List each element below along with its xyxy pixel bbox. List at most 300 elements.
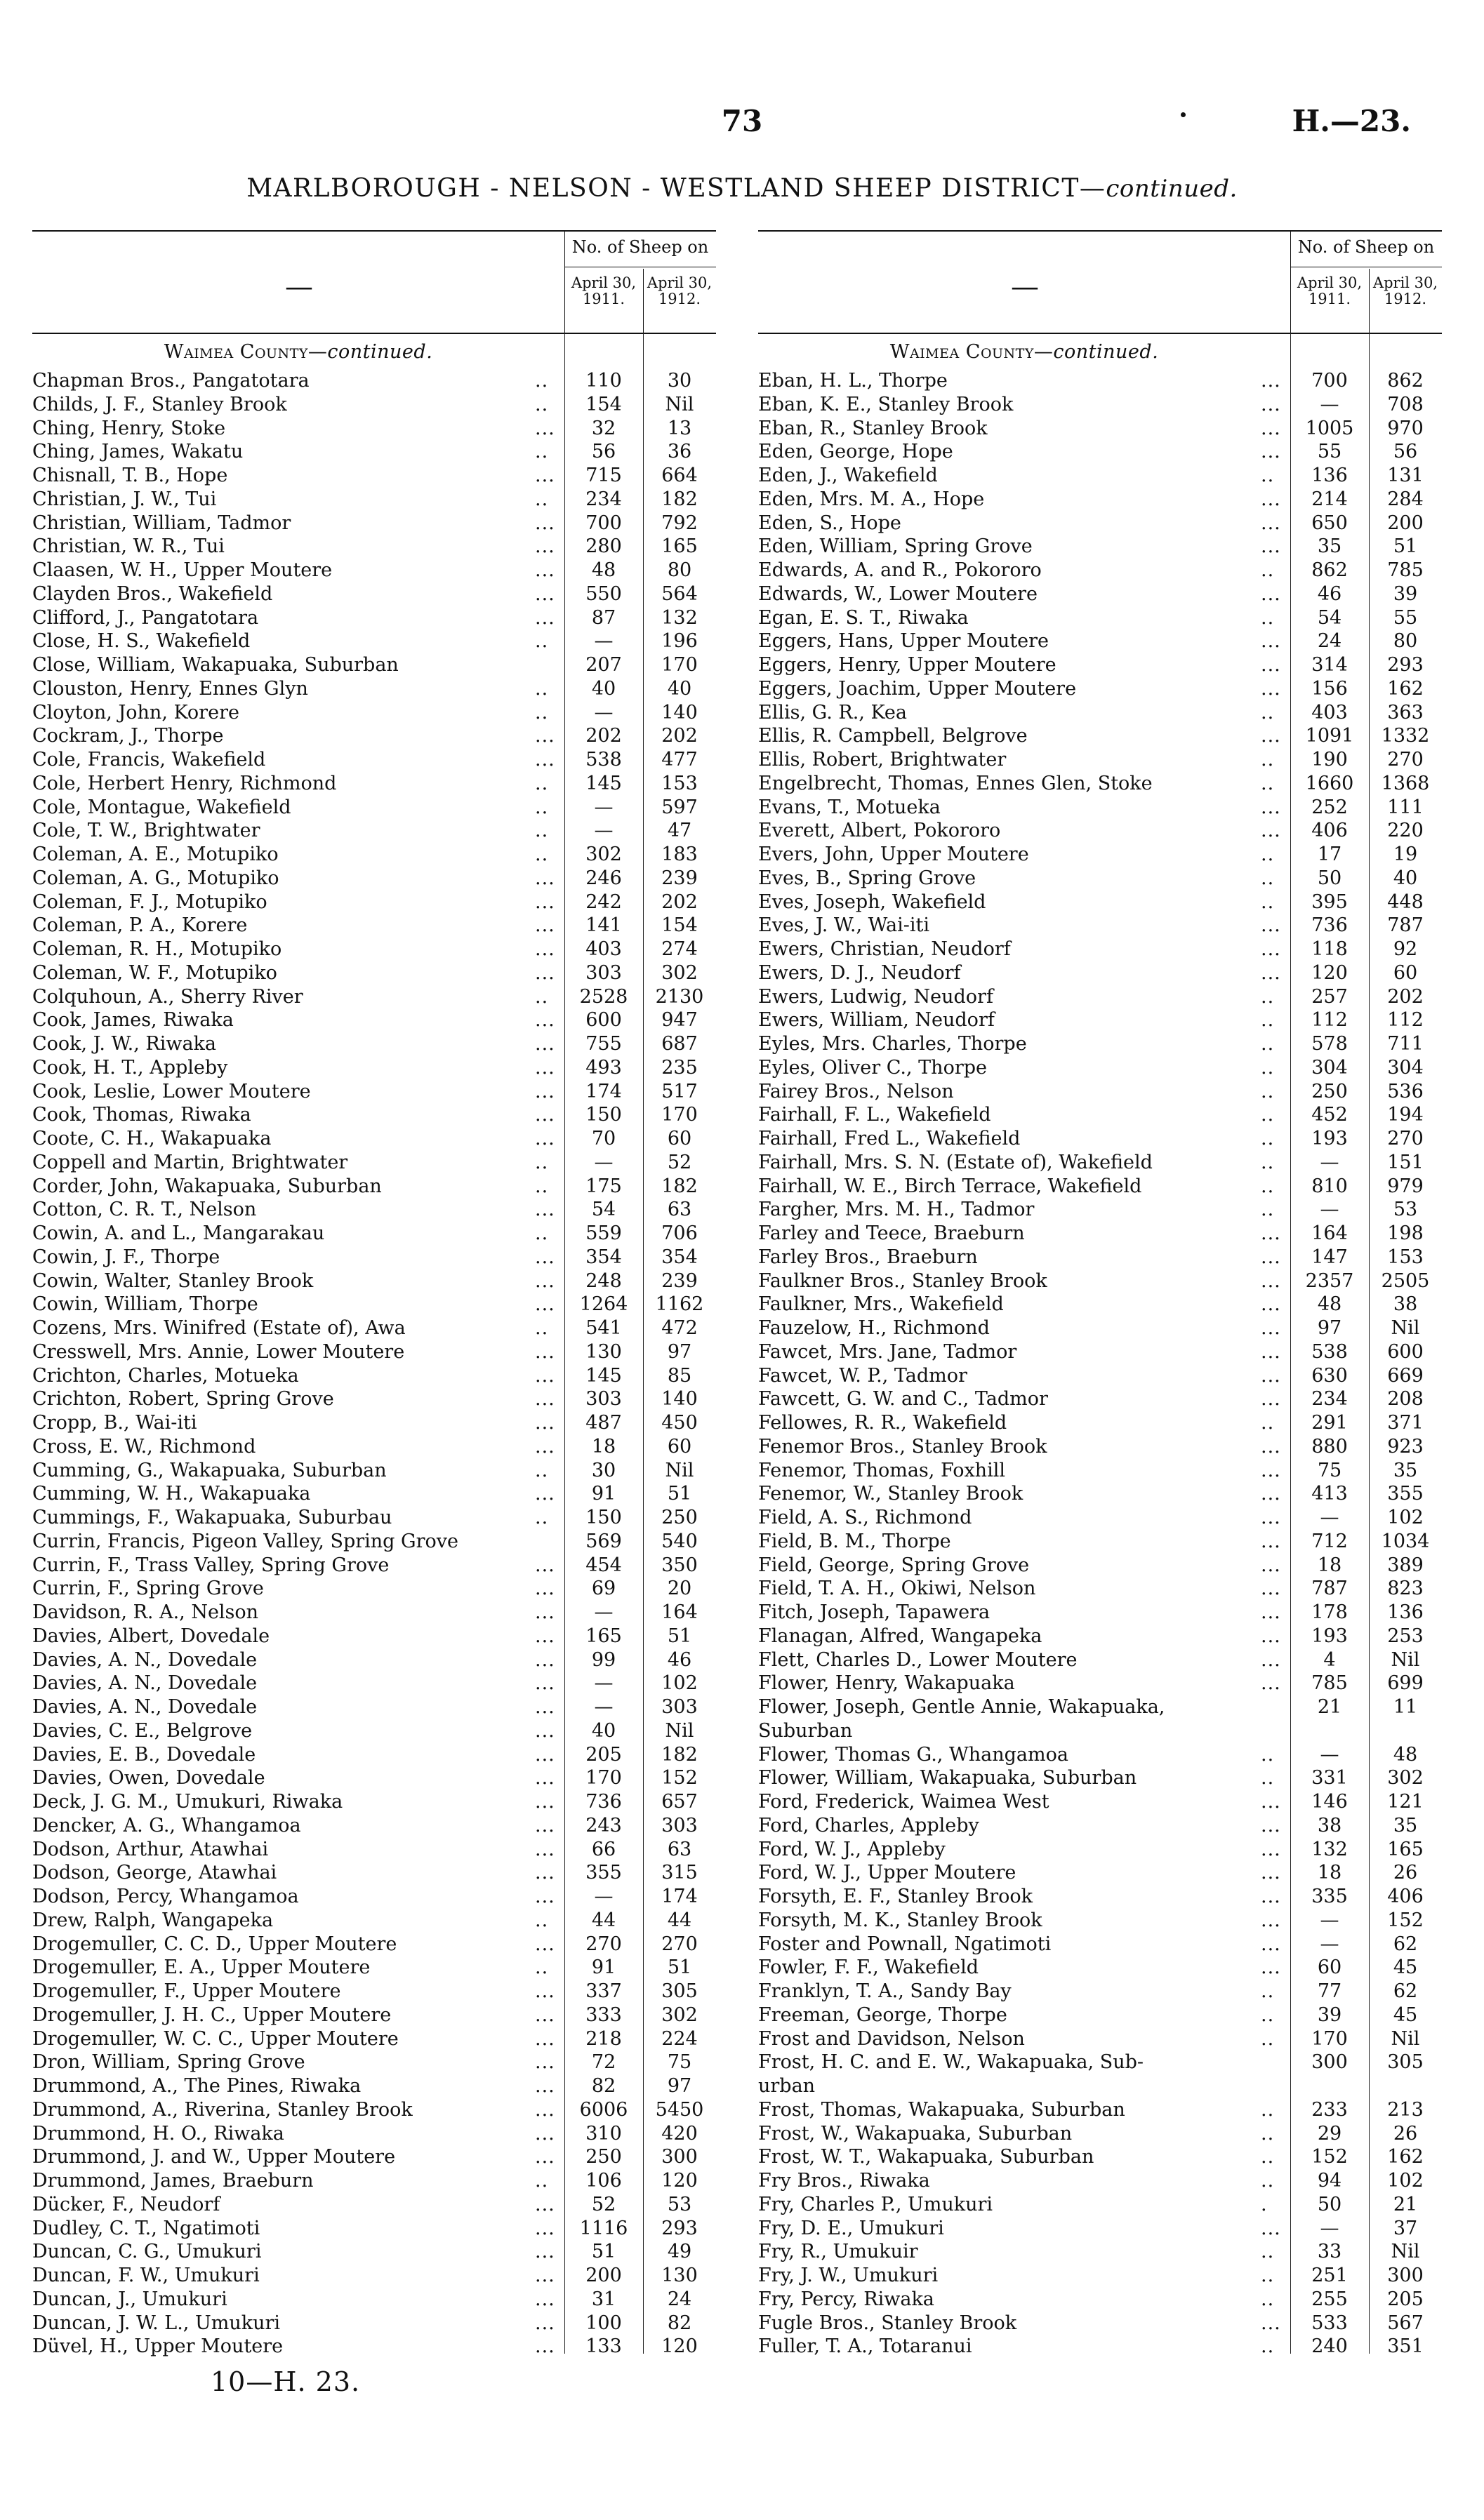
sheep-1912: 250 — [661, 1507, 698, 1528]
sheep-1911: 403 — [585, 938, 622, 960]
sheep-1911: — — [1320, 393, 1339, 415]
leader-dots: .. — [1261, 1767, 1275, 1789]
owner-name: Cowin, A. and L., Mangarakau — [32, 1222, 325, 1244]
table-row — [32, 512, 716, 535]
sheep-1912: 517 — [661, 1080, 698, 1102]
sheep-1912: 174 — [661, 1886, 698, 1907]
sheep-1911: 304 — [1311, 1056, 1348, 1079]
table-row — [32, 1672, 716, 1695]
owner-name: Fairhall, W. E., Birch Terrace, Wakefield — [758, 1175, 1142, 1197]
owner-name: Christian, W. R., Tui — [32, 535, 225, 558]
sheep-1912: 11 — [1393, 1696, 1418, 1718]
leader-dots: ... — [535, 961, 555, 984]
sheep-1912: 284 — [1387, 488, 1424, 510]
leader-dots: .. — [535, 1459, 549, 1481]
sheep-1912: 194 — [1387, 1104, 1424, 1126]
leader-dots: .. — [1261, 1128, 1275, 1149]
table-row — [758, 1175, 1442, 1199]
sheep-1912: 102 — [1387, 2170, 1424, 2192]
table-row — [758, 748, 1442, 772]
table-row — [32, 393, 716, 417]
leader-dots: ... — [1261, 1459, 1281, 1481]
sheep-1912: 564 — [661, 582, 698, 605]
leader-dots: .. — [1261, 2265, 1275, 2286]
sheep-1912: 202 — [1387, 985, 1424, 1008]
leader-dots: .. — [535, 2170, 549, 2192]
owner-name: Cresswell, Mrs. Annie, Lower Moutere — [32, 1340, 405, 1363]
sheep-1912: 253 — [1387, 1625, 1424, 1647]
leader-dots: ... — [535, 1412, 555, 1434]
sheep-1911: 91 — [591, 1483, 616, 1505]
sheep-1911: 333 — [585, 2004, 622, 2026]
leader-dots: ... — [535, 1838, 555, 1860]
owner-name: Eban, H. L., Thorpe — [758, 370, 948, 392]
leader-dots: ... — [1261, 512, 1281, 534]
table-row — [758, 1695, 1442, 1719]
sheep-1912: 389 — [1387, 1554, 1424, 1576]
sheep-1911: 242 — [585, 891, 622, 913]
table-row — [758, 2335, 1442, 2359]
table-row — [758, 2312, 1442, 2335]
owner-name: Faulkner Bros., Stanley Brook — [758, 1269, 1047, 1292]
sheep-1912: 182 — [661, 1175, 698, 1197]
sheep-1911: 18 — [1317, 1554, 1342, 1576]
table-row — [758, 985, 1442, 1009]
owner-name: Drogemuller, C. C. D., Upper Moutere — [32, 1933, 397, 1955]
sheep-1911: 252 — [1311, 796, 1348, 818]
sheep-1911: 257 — [1311, 985, 1348, 1008]
leader-dots: ... — [535, 1388, 555, 1411]
sheep-1912: 162 — [1387, 2146, 1424, 2168]
leader-dots: ... — [1261, 1507, 1281, 1528]
sheep-1912: 220 — [1387, 820, 1424, 842]
sheep-1912: 350 — [661, 1554, 698, 1576]
table-row — [758, 417, 1442, 441]
leader-dots: ... — [535, 1435, 555, 1458]
sheep-1912: 657 — [661, 1791, 698, 1813]
leader-dots: ... — [535, 417, 555, 439]
owner-name: Clouston, Henry, Ennes Glyn — [32, 677, 308, 700]
sheep-1912: 224 — [661, 2027, 698, 2050]
sheep-1912: 45 — [1393, 1956, 1418, 1979]
table-row — [758, 677, 1442, 701]
sheep-1912: 120 — [661, 2335, 698, 2358]
leader-dots: ... — [1261, 535, 1281, 558]
sheep-1911: 87 — [591, 606, 616, 629]
sheep-1912: 420 — [661, 2122, 698, 2145]
leader-dots: ... — [1261, 1933, 1281, 1955]
table-row — [758, 1364, 1442, 1388]
sheep-1911: 33 — [1317, 2241, 1342, 2263]
leader-dots: .. — [1261, 2288, 1275, 2310]
sheep-1911: — — [594, 701, 614, 724]
owner-name: Dencker, A. G., Whangamoa — [32, 1814, 301, 1836]
owner-name: Currin, F., Trass Valley, Spring Grove — [32, 1554, 390, 1576]
table-row — [32, 1743, 716, 1767]
sheep-1912: 40 — [667, 677, 692, 700]
sheep-1911: 541 — [585, 1317, 622, 1339]
table-row — [758, 1127, 1442, 1151]
table-row — [32, 677, 716, 701]
leader-dots: ... — [1261, 1554, 1281, 1576]
sheep-1911: 218 — [585, 2027, 622, 2050]
sheep-1911: 66 — [591, 1838, 616, 1860]
table-row — [32, 2169, 716, 2193]
owner-name: Fawcet, Mrs. Jane, Tadmor — [758, 1340, 1017, 1363]
sheep-1912: 85 — [667, 1364, 692, 1387]
owner-name: Drummond, A., The Pines, Riwaka — [32, 2075, 362, 2097]
sheep-1912: 305 — [1387, 2051, 1424, 2074]
sheep-1911: — — [1320, 1909, 1339, 1931]
leader-dots: ... — [535, 2193, 555, 2215]
sheep-1911: 1116 — [579, 2217, 628, 2239]
owner-name: Clayden Bros., Wakefield — [32, 582, 273, 605]
sheep-1912: 24 — [667, 2288, 692, 2310]
table-row — [758, 393, 1442, 417]
table-row — [758, 1530, 1442, 1554]
owner-name: Corder, John, Wakapuaka, Suburban — [32, 1175, 382, 1197]
leader-dots: ... — [535, 2051, 555, 2074]
sheep-1912: 305 — [661, 1980, 698, 2002]
sheep-1911: 77 — [1317, 1980, 1342, 2002]
sheep-1911: 862 — [1311, 559, 1348, 581]
table-row — [32, 843, 716, 867]
sheep-1912: 274 — [661, 938, 698, 960]
owner-name: Fry, Charles P., Umukuri — [758, 2193, 993, 2215]
owner-name: Cummings, F., Wakapuaka, Suburbau — [32, 1507, 392, 1528]
sheep-1911: 255 — [1311, 2288, 1348, 2310]
table-row — [32, 2264, 716, 2288]
leader-dots: ... — [535, 2075, 555, 2097]
sheep-1911: 787 — [1311, 1578, 1348, 1600]
owner-name: Cook, Thomas, Riwaka — [32, 1104, 251, 1126]
leader-dots: .. — [535, 772, 549, 794]
leader-dots: ... — [535, 1743, 555, 1766]
table-row — [758, 1340, 1442, 1364]
table-row — [758, 629, 1442, 653]
sheep-1911: — — [1320, 2217, 1339, 2239]
sheep-1912: 162 — [1387, 677, 1424, 700]
sheep-1912: 406 — [1387, 1886, 1424, 1907]
sheep-1912: 1332 — [1381, 725, 1430, 747]
sheep-1911: 69 — [591, 1578, 616, 1600]
sheep-1911: — — [1320, 1933, 1339, 1955]
sheep-1912: 136 — [1387, 1601, 1424, 1623]
table-row — [758, 2051, 1442, 2074]
sheep-1911: 493 — [585, 1056, 622, 1079]
leader-dots: ... — [535, 2098, 555, 2121]
sheep-1912: 170 — [661, 654, 698, 676]
table-row — [32, 2122, 716, 2146]
sheep-1911: 1660 — [1305, 772, 1354, 794]
leader-dots: .. — [535, 844, 549, 865]
sheep-1912: 130 — [661, 2265, 698, 2286]
sheep-1912: 300 — [661, 2146, 698, 2168]
leader-dots: ... — [1261, 1269, 1281, 1292]
leader-dots: ... — [535, 1886, 555, 1907]
leader-dots: ... — [1261, 1317, 1281, 1339]
leader-dots: .. — [535, 701, 549, 724]
leader-dots: .. — [535, 630, 549, 653]
page-number: 73 — [721, 104, 763, 138]
sheep-1912: 51 — [667, 1625, 692, 1647]
sheep-1912: 55 — [1393, 606, 1418, 629]
sheep-1912: 300 — [1387, 2265, 1424, 2286]
sheep-1911: 240 — [1311, 2335, 1348, 2358]
sheep-1911: 31 — [591, 2288, 616, 2310]
sheep-1912: 35 — [1393, 1814, 1418, 1836]
leader-dots: ... — [535, 465, 555, 486]
owner-name: Dücker, F., Neudorf — [32, 2193, 220, 2215]
table-row — [32, 1838, 716, 1862]
leader-dots: .. — [1261, 1980, 1275, 2002]
leader-dots: ... — [535, 1791, 555, 1813]
table-row — [758, 1506, 1442, 1530]
sheep-1911: 354 — [585, 1246, 622, 1268]
sheep-1912: 567 — [1387, 2312, 1424, 2334]
table-row — [758, 1198, 1442, 1222]
leader-dots: ... — [535, 2122, 555, 2145]
sheep-1912: 669 — [1387, 1364, 1424, 1387]
leader-dots: ... — [535, 1246, 555, 1268]
table-row — [32, 440, 716, 464]
owner-name: Chisnall, T. B., Hope — [32, 465, 228, 486]
sheep-1912: 708 — [1387, 393, 1424, 415]
sheep-1912: 293 — [661, 2217, 698, 2239]
table-row — [758, 582, 1442, 606]
table-row — [758, 938, 1442, 961]
sheep-1911: 207 — [585, 654, 622, 676]
sheep-1912: 182 — [661, 1743, 698, 1766]
leader-dots: ... — [1261, 961, 1281, 984]
sheep-1911: 150 — [585, 1104, 622, 1126]
sheep-1912: 540 — [661, 1530, 698, 1552]
sheep-1912: 49 — [667, 2241, 692, 2263]
sheep-1911: 170 — [1311, 2027, 1348, 2050]
table-row — [32, 1080, 716, 1104]
leader-dots: .. — [1261, 2146, 1275, 2168]
sheep-1911: 331 — [1311, 1767, 1348, 1789]
sheep-1912: 102 — [661, 1672, 698, 1695]
table-row — [758, 1956, 1442, 1980]
sheep-1911: 156 — [1311, 677, 1348, 700]
sheep-1911: 21 — [1317, 1696, 1342, 1718]
sheep-1912: 711 — [1387, 1033, 1424, 1055]
owner-name: Fry Bros., Riwaka — [758, 2170, 930, 2192]
sheep-1911: 165 — [585, 1625, 622, 1647]
table-row — [758, 1008, 1442, 1032]
sheep-1911: 75 — [1317, 1459, 1342, 1481]
owner-name: Currin, F., Spring Grove — [32, 1578, 264, 1600]
table-row — [32, 748, 716, 772]
leader-dots: ... — [1261, 1791, 1281, 1813]
leader-dots: ... — [1261, 725, 1281, 747]
leader-dots: ... — [535, 867, 555, 889]
sheep-1911: 38 — [1317, 1814, 1342, 1836]
owner-name: Deck, J. G. M., Umukuri, Riwaka — [32, 1791, 343, 1813]
leader-dots: ... — [1261, 2217, 1281, 2239]
table-row — [32, 1601, 716, 1625]
table-row — [758, 1885, 1442, 1909]
sheep-1912: 202 — [661, 725, 698, 747]
leader-dots: ... — [1261, 1909, 1281, 1931]
owner-name: Faulkner, Mrs., Wakefield — [758, 1293, 1004, 1316]
table-row — [32, 867, 716, 891]
owner-name: Fuller, T. A., Totaranui — [758, 2335, 972, 2358]
table-row — [758, 1648, 1442, 1672]
sheep-1912: 448 — [1387, 891, 1424, 913]
sheep-1912: 823 — [1387, 1578, 1424, 1600]
table-row — [32, 1435, 716, 1459]
table-row — [32, 1032, 716, 1056]
leader-dots: ... — [535, 914, 555, 937]
owner-name: Field, B. M., Thorpe — [758, 1530, 951, 1552]
sheep-1912: 40 — [1393, 867, 1418, 889]
owner-name: Fairhall, F. L., Wakefield — [758, 1104, 991, 1126]
owner-name: Fairhall, Fred L., Wakefield — [758, 1128, 1021, 1149]
leader-dots: .. — [535, 677, 549, 700]
sheep-1912: 48 — [1393, 1743, 1418, 1766]
table-row — [32, 1340, 716, 1364]
owner-name: Davidson, R. A., Nelson — [32, 1601, 259, 1623]
table-row — [758, 2217, 1442, 2241]
sheep-1911: 48 — [591, 559, 616, 581]
sheep-1912: 600 — [1387, 1340, 1424, 1363]
leader-dots: ... — [1261, 417, 1281, 439]
sheep-1911: — — [594, 1696, 614, 1718]
leader-dots: ... — [535, 1340, 555, 1363]
leader-dots: ... — [535, 1364, 555, 1387]
sheep-1911: 18 — [591, 1435, 616, 1458]
leader-dots: .. — [1261, 891, 1275, 913]
leader-dots: .. — [1261, 2004, 1275, 2026]
table-row — [32, 1909, 716, 1933]
leader-dots: ... — [1261, 1886, 1281, 1907]
owner-name: Farley Bros., Braeburn — [758, 1246, 978, 1268]
sheep-1911: — — [594, 1601, 614, 1623]
owner-name: Davies, A. N., Dovedale — [32, 1672, 258, 1695]
sheep-1912: 56 — [1393, 441, 1418, 463]
sheep-1911: 91 — [591, 1956, 616, 1979]
owner-name: Davies, C. E., Belgrove — [32, 1719, 253, 1742]
table-row — [32, 985, 716, 1009]
leader-dots: ... — [535, 1625, 555, 1647]
leader-dots: .. — [1261, 1151, 1275, 1173]
owner-name: Ching, James, Wakatu — [32, 441, 244, 463]
table-row — [32, 2027, 716, 2051]
leader-dots: ... — [535, 1554, 555, 1576]
owner-name: Eggers, Henry, Upper Moutere — [758, 654, 1056, 676]
leader-dots: .. — [1261, 606, 1275, 629]
owner-name: Currin, Francis, Pigeon Valley, Spring Grove — [32, 1530, 458, 1552]
leader-dots: ... — [1261, 1246, 1281, 1268]
sheep-1912: 205 — [1387, 2288, 1424, 2310]
page-title — [0, 174, 1484, 203]
owner-name: Coote, C. H., Wakapuaka — [32, 1128, 272, 1149]
sheep-1912: 75 — [667, 2051, 692, 2074]
sheep-1912: 44 — [667, 1909, 692, 1931]
sheep-1912: 82 — [667, 2312, 692, 2334]
leader-dots: ... — [1261, 1222, 1281, 1244]
table-row — [758, 2004, 1442, 2027]
table-row — [32, 1008, 716, 1032]
sheep-1911: 190 — [1311, 749, 1348, 771]
owner-name: Eyles, Oliver C., Thorpe — [758, 1056, 987, 1079]
leader-dots: ... — [1261, 1956, 1281, 1979]
sheep-1911: — — [594, 796, 614, 818]
owner-name: Dron, William, Spring Grove — [32, 2051, 305, 2074]
sheep-1912: 923 — [1387, 1435, 1424, 1458]
sheep-1911: 243 — [585, 1814, 622, 1836]
owner-name: Frost, W., Wakapuaka, Suburban — [758, 2122, 1073, 2145]
leader-dots: .. — [535, 796, 549, 818]
sheep-1911: 2357 — [1305, 1269, 1354, 1292]
owner-name: Ford, Charles, Appleby — [758, 1814, 979, 1836]
leader-dots: ... — [535, 1293, 555, 1316]
table-row — [32, 2217, 716, 2241]
sheep-1912: 140 — [661, 1388, 698, 1411]
table-row — [32, 369, 716, 393]
sheep-1911: 248 — [585, 1269, 622, 1292]
leader-dots: ... — [1261, 1862, 1281, 1884]
sheep-1911: 175 — [585, 1175, 622, 1197]
table-row — [758, 1554, 1442, 1578]
owner-name: Cowin, J. F., Thorpe — [32, 1246, 220, 1268]
owner-name: Drummond, A., Riverina, Stanley Brook — [32, 2098, 413, 2121]
leader-dots: ... — [535, 606, 555, 629]
owner-name: Dudley, C. T., Ngatimoti — [32, 2217, 260, 2239]
sheep-1911: 234 — [585, 488, 622, 510]
owner-name: Drogemuller, J. H. C., Upper Moutere — [32, 2004, 392, 2026]
owner-name: Davies, A. N., Dovedale — [32, 1648, 258, 1671]
sheep-1911: 1005 — [1305, 417, 1354, 439]
leader-dots: ... — [535, 1080, 555, 1102]
sheep-1911: 538 — [1311, 1340, 1348, 1363]
table-row — [758, 1293, 1442, 1316]
leader-dots: ... — [535, 2146, 555, 2168]
sheep-1912: 302 — [661, 2004, 698, 2026]
sheep-1911: 454 — [585, 1554, 622, 1576]
leader-dots: .. — [1261, 2335, 1275, 2358]
sheep-1911: 785 — [1311, 1672, 1348, 1695]
owner-name: Cole, Herbert Henry, Richmond — [32, 772, 337, 794]
table-row — [32, 1175, 716, 1199]
table-row — [32, 1151, 716, 1175]
table-row — [758, 1411, 1442, 1435]
owner-name: Eggers, Hans, Upper Moutere — [758, 630, 1049, 653]
table-row — [758, 606, 1442, 630]
table-row — [32, 2074, 716, 2098]
table-row — [758, 488, 1442, 512]
leader-dots: ... — [535, 559, 555, 581]
leader-dots: ... — [535, 1269, 555, 1292]
leader-dots: .. — [1261, 844, 1275, 865]
sheep-1911: — — [594, 630, 614, 653]
sheep-1911: — — [1320, 1151, 1339, 1173]
sheep-1911: 302 — [585, 844, 622, 865]
owner-name: Coppell and Martin, Brightwater — [32, 1151, 348, 1173]
table-row — [32, 2288, 716, 2312]
sheep-1912: 21 — [1393, 2193, 1418, 2215]
leader-dots: .. — [1261, 1175, 1275, 1197]
sheep-1911: 70 — [591, 1128, 616, 1149]
leader-dots: ... — [1261, 796, 1281, 818]
sheep-1912: 20 — [667, 1578, 692, 1600]
owner-name: Fowler, F. F., Wakefield — [758, 1956, 979, 1979]
sheep-1911: 106 — [585, 2170, 622, 2192]
sheep-1911: 174 — [585, 1080, 622, 1102]
sheep-1911: 406 — [1311, 820, 1348, 842]
